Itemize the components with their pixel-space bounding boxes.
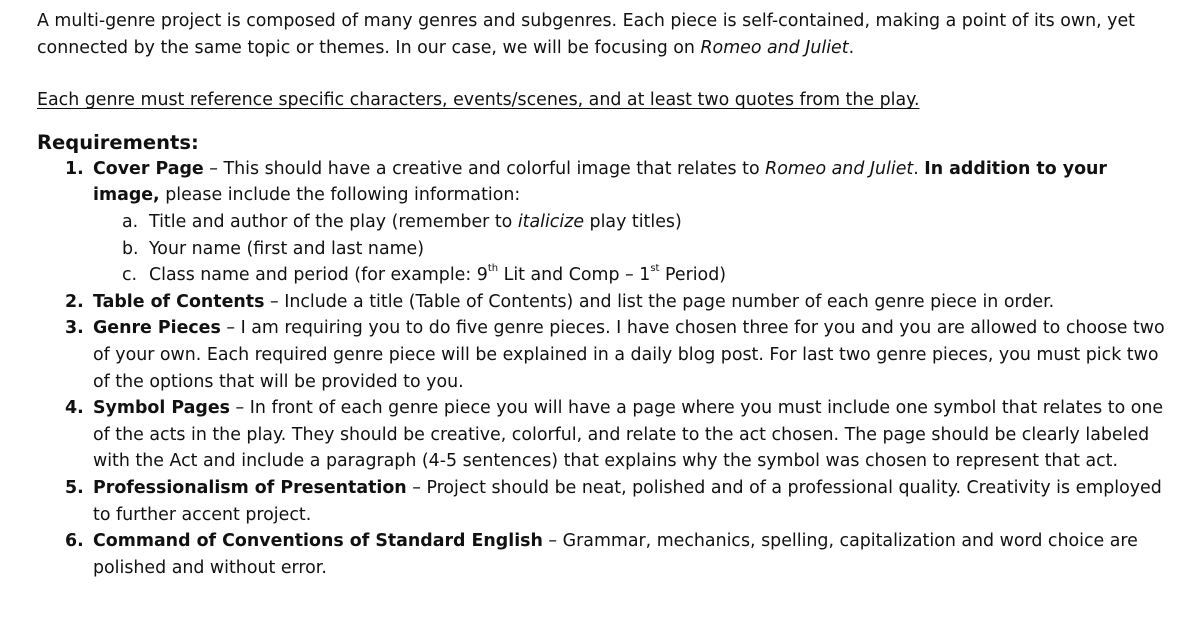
dash: – [542,531,563,552]
intro-text: A multi-genre project is composed of many genres and subgenres. Each piece is self-contained, making a point of its own, yet connected by the same topic or themes. In our case, we will be focusing on [37,11,1135,58]
sub-item-italic: italicize [517,211,585,232]
dash: – [203,158,224,179]
requirement-title: Symbol Pages [93,398,231,419]
requirement-item-genre-pieces [65,315,1170,395]
requirement-text: In front of each genre piece you will have a page where you must include one symbol that relates to one of the acts in the play. They should be creative, colorful, and relate to the act chosen. The page should be clearly labeled with the Act and include a paragraph (4-5 sentences) that explains why the symbol was chosen to represent that act. [93,398,1164,472]
requirement-number: 4. [65,398,84,419]
dash: – [406,477,427,498]
requirement-number: 3. [65,318,84,339]
intro-section [37,8,1170,114]
requirement-title: Genre Pieces [93,318,221,339]
play-title: Romeo and Juliet [700,37,849,58]
requirement-text: please include the following information: [159,185,521,206]
requirement-item-table-of-contents [65,289,1170,316]
sub-item-text: Lit and Comp – 1 [498,265,651,286]
requirement-text: This should have a creative and colorful image that relates to [223,158,766,179]
sub-item-text: Class name and period (for example: 9 [149,265,488,286]
requirement-text: Project should be neat, polished and of a professional quality. Creativity is employed to further accent project. [93,477,1162,525]
cover-page-sublist [93,209,1170,289]
sub-item-text: Period) [659,265,727,286]
requirement-number: 6. [65,531,84,552]
requirement-item-cover-page [65,156,1170,289]
sub-item-text: play titles) [584,211,682,232]
requirement-number: 2. [65,291,84,312]
sub-item-letter: a. [122,211,139,232]
requirement-number: 5. [65,477,84,498]
requirement-item-professionalism [65,475,1170,528]
punctuation: . [913,158,925,179]
requirement-title: Table of Contents [93,291,265,312]
requirement-text: Include a title (Table of Contents) and list the page number of each genre piece in order. [284,291,1055,312]
dash: – [220,318,241,339]
dash: – [264,291,285,312]
requirement-title: Command of Conventions of Standard English [93,531,543,552]
sub-item-text: Your name (first and last name) [149,238,425,259]
sub-item-letter: b. [122,238,139,259]
sub-item-letter: c. [122,265,138,286]
requirement-item-conventions [65,528,1170,581]
requirements-list [37,156,1170,582]
intro-paragraph [37,8,1170,61]
requirement-text: I am requiring you to do five genre pieces. I have chosen three for you and you are allowed to choose two of your own. Each required genre piece will be explained in a daily blog post. For last two genre pieces, you must pick two of the options that will be provided to you. [93,318,1165,392]
requirement-item-symbol-pages [65,395,1170,475]
requirement-text: Grammar, mechanics, spelling, capitalization and word choice are polished and without error. [93,531,1138,578]
requirement-title: Cover Page [93,158,204,179]
sub-item-text: Title and author of the play (remember to [149,211,518,232]
intro-text-end: . [848,37,855,58]
sub-item-title-author [122,209,1170,236]
superscript: th [487,263,499,275]
superscript: st [650,263,660,275]
play-title: Romeo and Juliet [765,158,914,179]
requirements-heading: Requirements: [37,130,199,154]
sub-item-your-name [122,236,1170,263]
requirement-number: 1. [65,158,84,179]
genre-reference-note: Each genre must reference specific characters, events/scenes, and at least two quotes from the play. [37,90,920,111]
sub-item-class-period [122,262,1170,289]
requirement-title: Professionalism of Presentation [93,477,407,498]
requirement-emphasis: In addition to your image, [93,158,1107,206]
dash: – [230,398,250,419]
